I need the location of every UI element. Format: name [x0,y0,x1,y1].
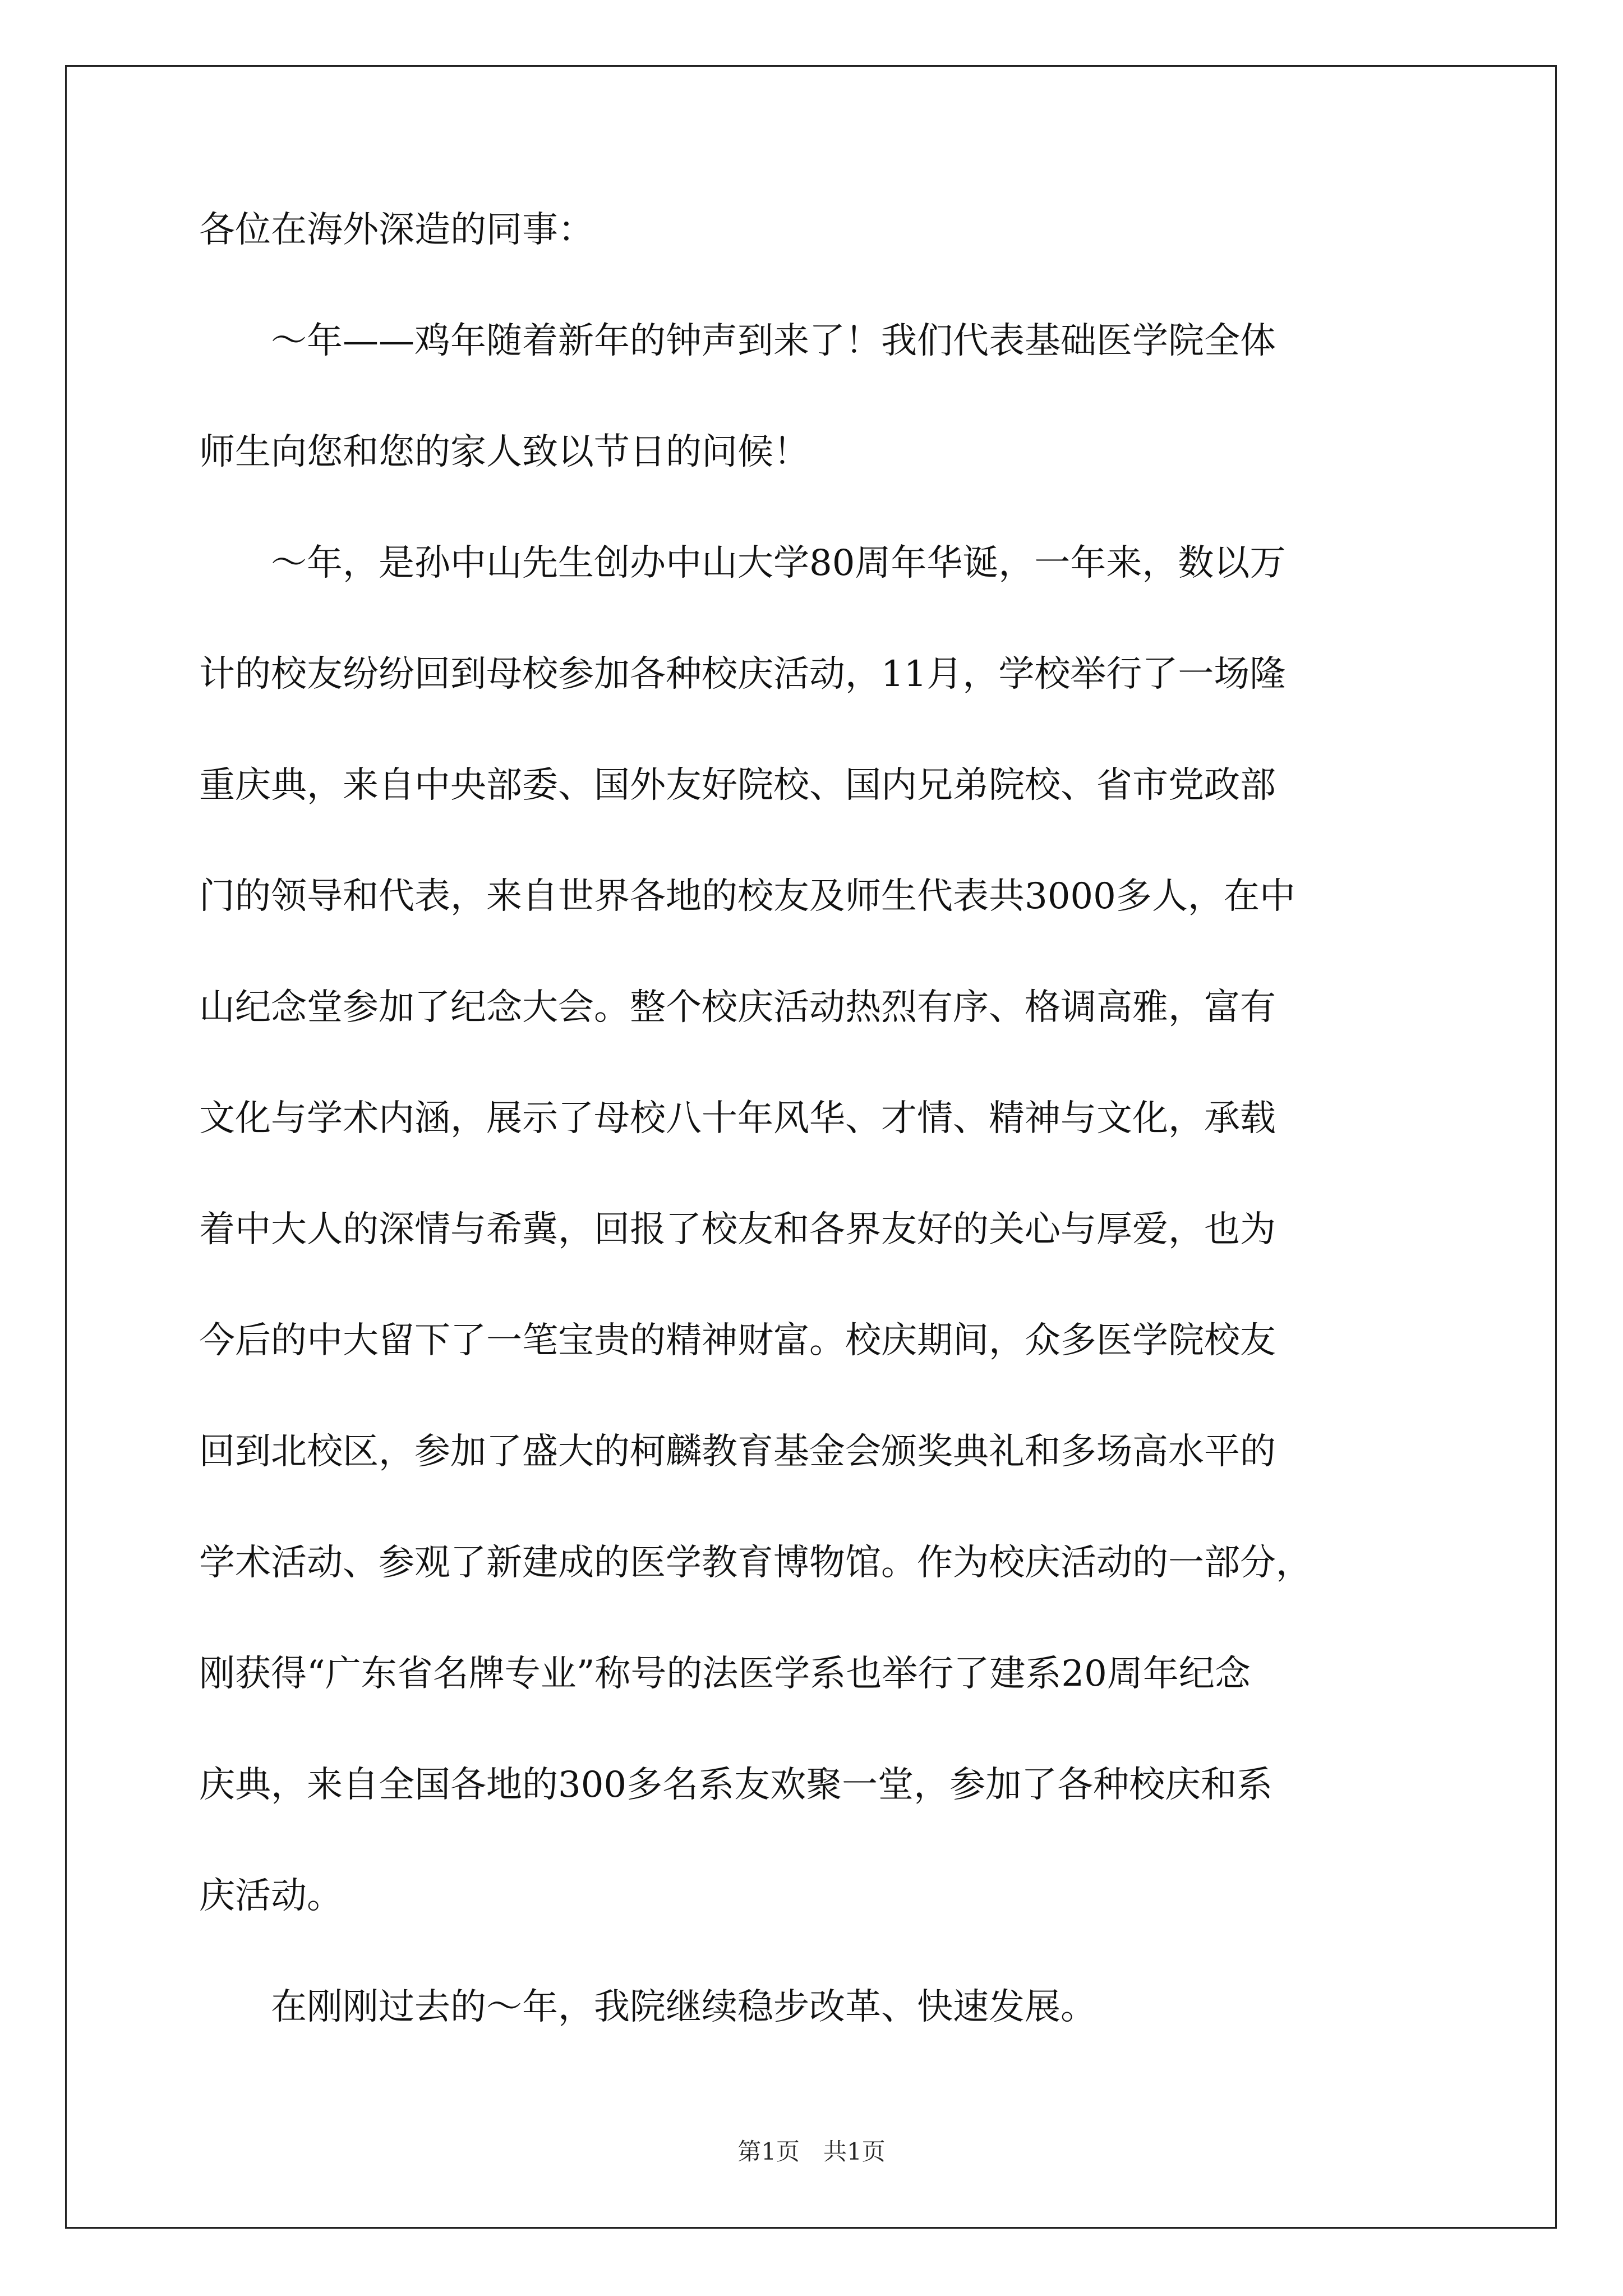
paragraph-line: ～年，是孙中山先生创办中山大学80周年华诞，一年来，数以万 [199,542,1286,584]
paragraph-line: 庆典，来自全国各地的300多名系友欢聚一堂，参加了各种校庆和系 [199,1764,1273,1806]
paragraph-line: 着中大人的深情与希冀，回报了校友和各界友好的关心与厚爱，也为 [199,1209,1276,1250]
paragraph-line: 计的校友纷纷回到母校参加各种校庆活动，11月，学校举行了一场隆 [199,654,1286,695]
paragraph-line: 庆活动。 [199,1875,343,1917]
paragraph-line: 学术活动、参观了新建成的医学教育博物馆。作为校庆活动的一部分， [199,1542,1312,1584]
paragraph-line: 门的领导和代表，来自世界各地的校友及师生代表共3000多人，在中 [199,876,1295,917]
paragraph-line: 山纪念堂参加了纪念大会。整个校庆活动热烈有序、格调高雅，富有 [199,987,1276,1028]
paragraph-line: ～年——鸡年随着新年的钟声到来了！我们代表基础医学院全体 [199,320,1276,362]
paragraph-line: 文化与学术内涵，展示了母校八十年风华、才情、精神与文化，承载 [199,1098,1276,1139]
paragraph-line: 刚获得“广东省名牌专业”称号的法医学系也举行了建系20周年纪念 [199,1653,1251,1695]
paragraph-line: 回到北校区，参加了盛大的柯麟教育基金会颁奖典礼和多场高水平的 [199,1431,1276,1473]
salutation: 各位在海外深造的同事： [199,209,594,251]
paragraph-line: 师生向您和您的家人致以节日的问候！ [199,431,809,473]
paragraph-line: 在刚刚过去的～年，我院继续稳步改革、快速发展。 [199,1986,1096,2028]
page-number: 第1页 共1页 [737,2138,886,2165]
paragraph-line: 重庆典，来自中央部委、国外友好院校、国内兄弟院校、省市党政部 [199,765,1276,806]
page-footer [0,2140,1623,2164]
paragraph-line: 今后的中大留下了一笔宝贵的精神财富。校庆期间，众多医学院校友 [199,1320,1276,1361]
